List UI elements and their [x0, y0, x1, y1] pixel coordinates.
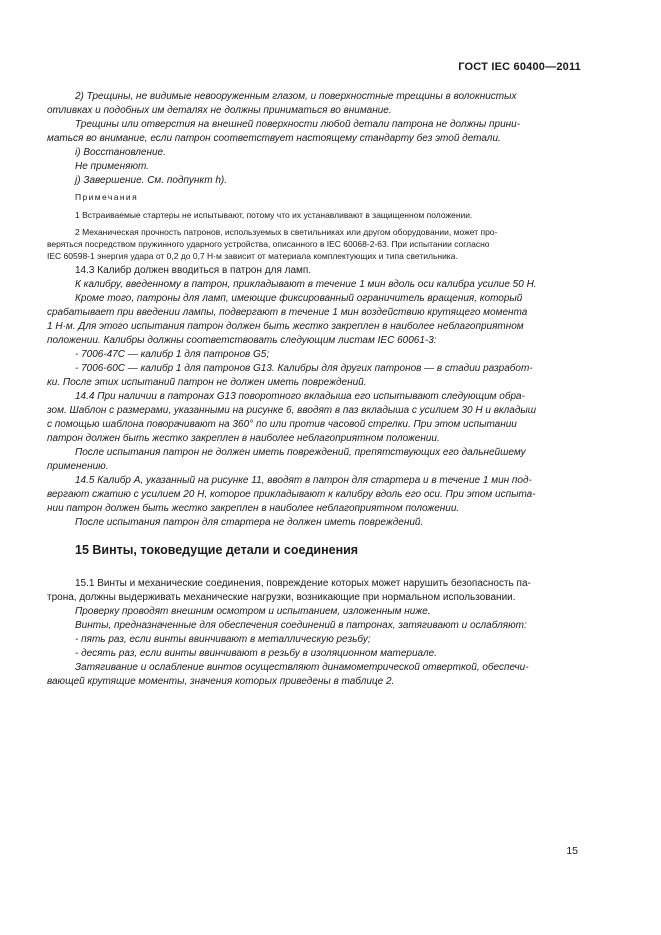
text-line: Проверку проводят внешним осмотром и испытанием, изложенным ниже.	[75, 606, 431, 617]
text-line: вающей крутящие моменты, значения которых приведены в таблице 2.	[47, 676, 395, 687]
clause-15-1-line: 15.1 Винты и механические соединения, повреждение которых может нарушить безопасность па-	[75, 578, 531, 589]
text-line: j) Завершение. См. подпункт h).	[75, 175, 228, 186]
page-number: 15	[566, 845, 578, 857]
text-line: Кроме того, патроны для ламп, имеющие фиксированный ограничитель вращения, который	[75, 293, 523, 304]
text-line: применению.	[47, 461, 109, 472]
text-line: 2) Трещины, не видимые невооруженным глазом, и поверхностные трещины в волокнистых	[75, 91, 517, 102]
text-line: После испытания патрон для стартера не должен иметь повреждений.	[75, 517, 424, 528]
cracks-paragraph-block	[47, 90, 585, 188]
text-line: ки. После этих испытаний патрон не должен иметь повреждений.	[47, 377, 367, 388]
text-line: Затягивание и ослабление винтов осуществляют динамометрической отверткой, обеспечи-	[75, 662, 529, 673]
section-14-block	[47, 264, 585, 530]
text-line: с помощью шаблона поворачивают на 360° по или против часовой стрелки. При этом испытании	[47, 419, 517, 430]
list-item: - 7006-60С — калибр 1 для патронов G13. Калибры для других патронов — в стадии разработ-	[75, 363, 533, 374]
notes-block	[47, 191, 585, 262]
text-line: Винты, предназначенные для обеспечения соединений в патронах, затягивают и ослабляют:	[75, 620, 527, 631]
clause-14-3-heading: 14.3 Калибр должен вводиться в патрон для ламп.	[75, 265, 312, 276]
text-line: К калибру, введенному в патрон, прикладывают в течение 1 мин вдоль оси калибра усилие 50 Н.	[75, 279, 537, 290]
text-line: маться во внимание, если патрон соответствует настоящему стандарту без этой детали.	[47, 133, 501, 144]
text-line: патрон должен быть жестко закреплен в наиболее неблагоприятном положении.	[47, 433, 440, 444]
text-line: срабатывает при введении лампы, подвергают в течение 1 мин воздействию крутящего момента	[47, 307, 528, 318]
text-line: зом. Шаблон с размерами, указанными на рисунке 6, вводят в паз вкладыша с усилием 30 Н и вкладыш	[47, 405, 537, 416]
note-item: 2 Механическая прочность патронов, используемых в светильниках или другом оборудовании, может про-	[75, 227, 498, 237]
clause-14-4-line: 14.4 При наличии в патронах G13 поворотного вкладыша его испытывают следующим обра-	[75, 391, 525, 402]
section-15-block	[47, 577, 585, 689]
text-line: нии патрон должен быть жестко закреплен в наиболее неблагоприятном положении.	[47, 503, 460, 514]
text-line: трона, должны выдерживать механические нагрузки, возникающие при нормальном использовании.	[47, 592, 516, 603]
text-line: положении. Калибры должны соответствовать следующим листам IEC 60061-3:	[47, 335, 437, 346]
list-item: - 7006-47С — калибр 1 для патронов G5;	[75, 349, 270, 360]
text-line: После испытания патрон не должен иметь повреждений, препятствующих его дальнейшему	[75, 447, 526, 458]
note-item: 1 Встраиваемые стартеры не испытывают, потому что их устанавливают в защищенном положении.	[75, 210, 473, 220]
note-line: IEC 60598-1 энергия удара от 0,2 до 0,7 Н·м зависит от материала комплектующих и типа светильника.	[47, 251, 458, 261]
clause-14-5-line: 14.5 Калибр А, указанный на рисунке 11, вводят в патрон для стартера и в течение 1 мин под-	[75, 475, 532, 486]
text-line: Не применяют.	[75, 161, 149, 172]
text-line: i) Восстановление.	[75, 147, 166, 158]
text-line: Трещины или отверстия на внешней поверхности любой детали патрона не должны прини-	[75, 119, 521, 130]
notes-title: Примечания	[75, 192, 139, 202]
text-line: 1 Н·м. Для этого испытания патрон должен быть жестко закреплен в наиболее неблагоприятном	[47, 321, 524, 332]
standard-header: ГОСТ IEC 60400—2011	[458, 61, 581, 73]
list-item: - пять раз, если винты ввинчивают в металлическую резьбу;	[75, 634, 371, 645]
text-line: вергают сжатию с усилием 20 Н, которое прикладывают к калибру вдоль его оси. При этом испыта-	[47, 489, 536, 500]
note-line: веряться посредством пружинного ударного устройства, описанного в IEC 60068-2-63. При испытании согласно	[47, 239, 490, 249]
section-15-heading: 15 Винты, токоведущие детали и соединения	[75, 543, 359, 557]
list-item: - десять раз, если винты ввинчивают в резьбу в изоляционном материале.	[75, 648, 437, 659]
text-line: отливках и подобных им деталях не должны приниматься во внимание.	[47, 105, 392, 116]
